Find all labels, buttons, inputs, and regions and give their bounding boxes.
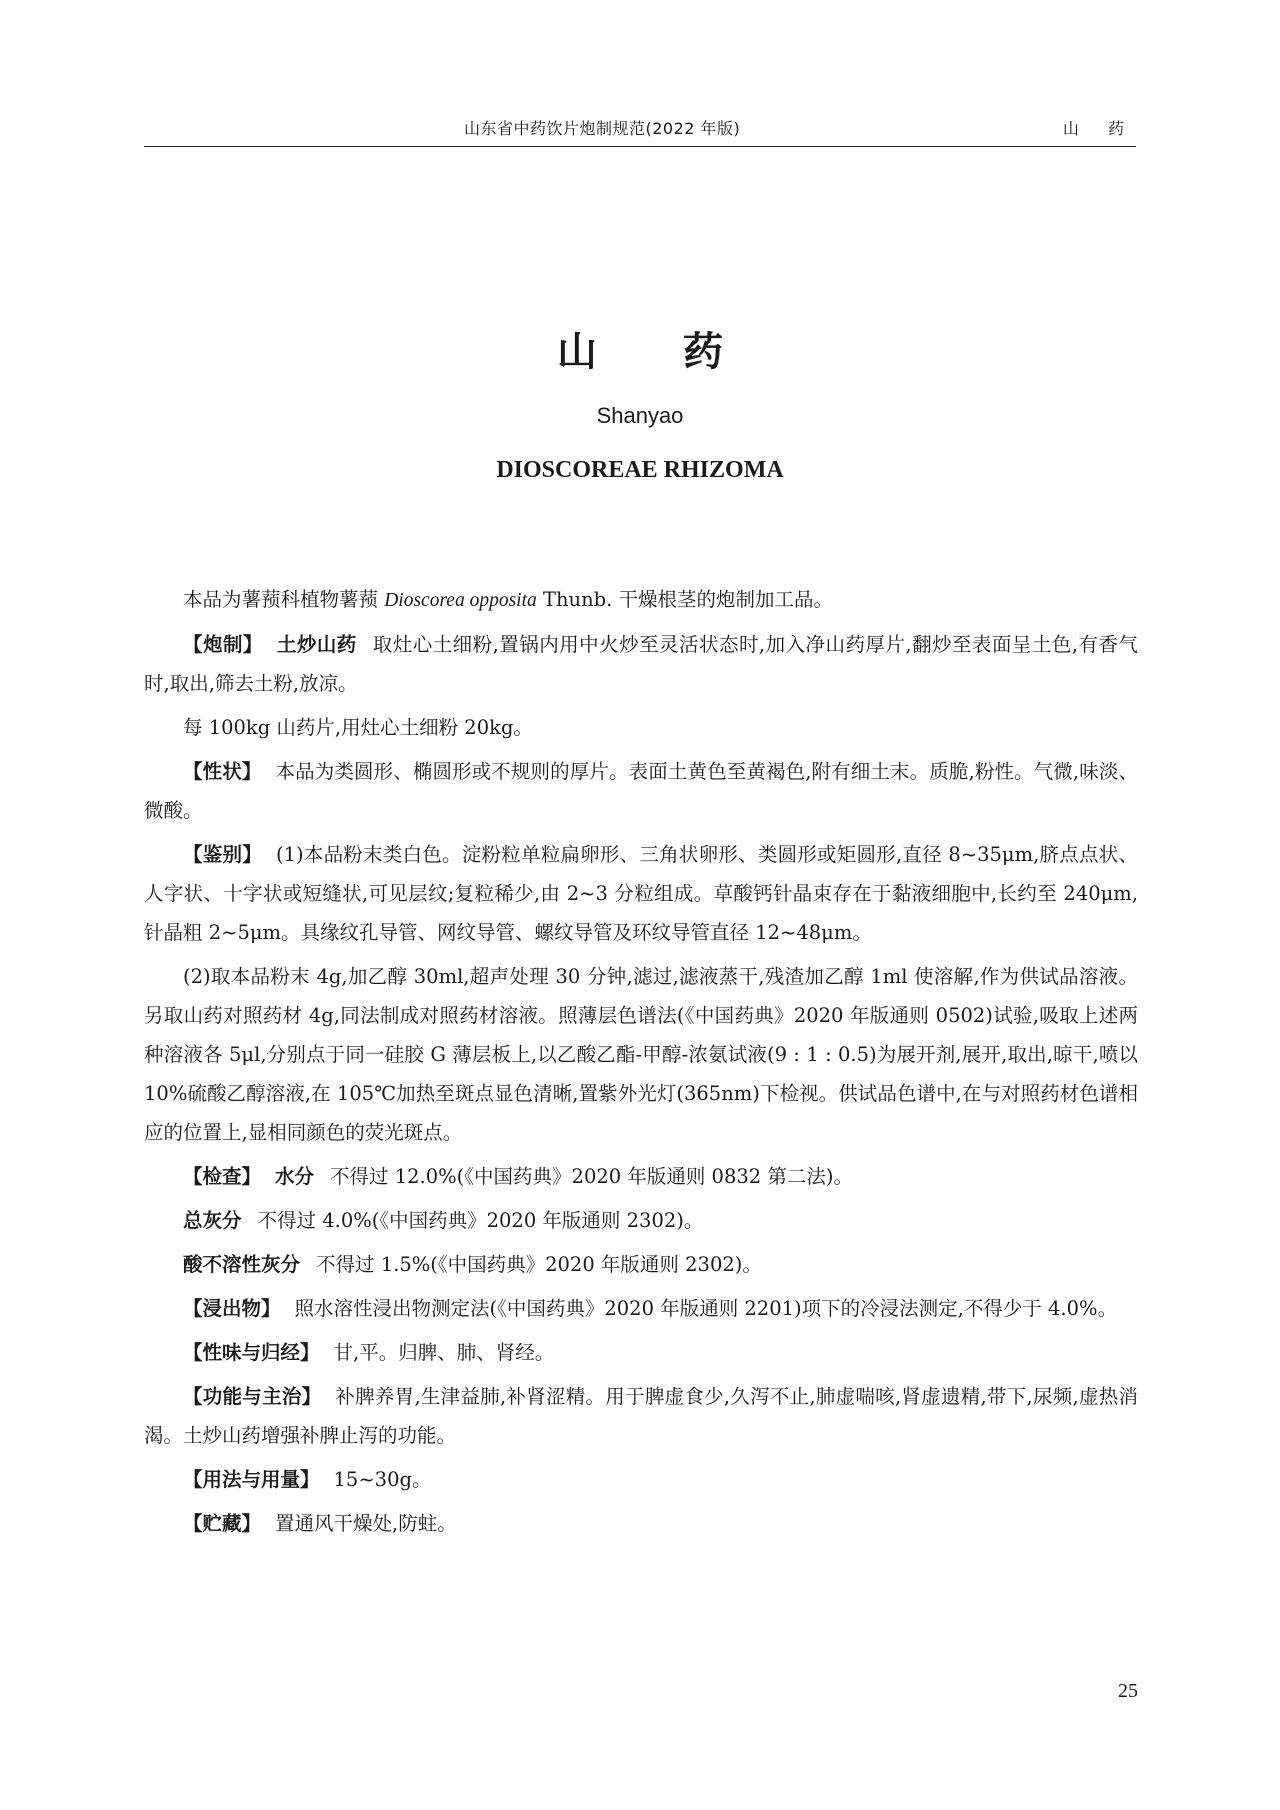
identification-paragraph-1 bbox=[144, 835, 1138, 952]
storage-paragraph bbox=[144, 1504, 1138, 1543]
extract-tag: 【浸出物】 bbox=[183, 1297, 281, 1320]
title-block bbox=[0, 320, 1280, 484]
properties-text: 本品为类圆形、椭圆形或不规则的厚片。表面土黄色至黄褐色,附有细土末。质脆,粉性。气微,味淡、微酸。 bbox=[144, 760, 1138, 822]
function-text: 补脾养胃,生津益肺,补肾涩精。用于脾虚食少,久泻不止,肺虚喘咳,肾虚遗精,带下,尿频,虚热消渴。土炒山药增强补脾止泻的功能。 bbox=[144, 1385, 1138, 1447]
processing-tag: 【炮制】 bbox=[183, 633, 263, 656]
inspection-paragraph bbox=[144, 1157, 1138, 1196]
water-text: 不得过 12.0%(《中国药典》2020 年版通则 0832 第二法)。 bbox=[330, 1165, 853, 1188]
intro-paragraph bbox=[144, 580, 1138, 620]
nature-text: 甘,平。归脾、肺、肾经。 bbox=[333, 1341, 555, 1364]
dosage-paragraph bbox=[144, 1460, 1138, 1499]
water-label: 水分 bbox=[275, 1165, 315, 1188]
title-chinese: 山 药 bbox=[557, 329, 759, 375]
intro-text-before: 本品为薯蓣科植物薯蓣 bbox=[183, 588, 385, 611]
nature-tag: 【性味与归经】 bbox=[183, 1341, 320, 1364]
total-ash-text: 不得过 4.0%(《中国药典》2020 年版通则 2302)。 bbox=[257, 1209, 704, 1232]
identification-item-1: (1)本品粉末类白色。淀粉粒单粒扁卵形、三角状卵形、类圆形或矩圆形,直径 8~35μm,脐点点状、人字状、十字状或短缝状,可见层纹;复粒稀少,由 2~3 分粒组成。草酸钙针晶束存在于黏液细胞中,长约至 240μm,针晶粗 2~5μm。具缘纹孔导管、网纹导管、螺纹导管及环纹导管直径 12~48μm。 bbox=[144, 843, 1138, 944]
latin-species-name: Dioscorea opposita bbox=[384, 590, 537, 611]
acid-ash-label: 酸不溶性灰分 bbox=[183, 1253, 301, 1276]
entry-name-header: 山 药 bbox=[1062, 119, 1136, 138]
function-paragraph bbox=[144, 1377, 1138, 1455]
acid-ash-paragraph bbox=[144, 1245, 1138, 1284]
properties-paragraph bbox=[144, 752, 1138, 830]
identification-tag: 【鉴别】 bbox=[183, 843, 262, 866]
total-ash-label: 总灰分 bbox=[183, 1209, 242, 1232]
inspection-tag: 【检查】 bbox=[183, 1165, 262, 1188]
storage-text: 置通风干燥处,防蛀。 bbox=[275, 1512, 457, 1535]
function-tag: 【功能与主治】 bbox=[183, 1385, 322, 1408]
extract-text: 照水溶性浸出物测定法(《中国药典》2020 年版通则 2201)项下的冷浸法测定,不得少于 4.0%。 bbox=[294, 1297, 1118, 1320]
extract-paragraph bbox=[144, 1289, 1138, 1328]
processing-method: 土炒山药 bbox=[276, 633, 357, 656]
processing-paragraph bbox=[144, 625, 1138, 703]
nature-paragraph bbox=[144, 1333, 1138, 1372]
monograph-body bbox=[144, 580, 1138, 1548]
properties-tag: 【性状】 bbox=[183, 760, 262, 783]
page-number: 25 bbox=[1118, 1680, 1138, 1702]
identification-item-2: (2)取本品粉末 4g,加乙醇 30ml,超声处理 30 分钟,滤过,滤液蒸干,残渣加乙醇 1ml 使溶解,作为供试品溶液。另取山药对照药材 4g,同法制成对照药材溶液。照薄层色谱法(《中国药典》2020 年版通则 0502)试验,吸取上述两种溶液各 5μl,分别点于同一硅胶 G 薄层板上,以乙酸乙酯-甲醇-浓氨试液(9 : 1 : 0.5)为展开剂,展开,取出,晾干,喷以 10%硫酸乙醇溶液,在 105℃加热至斑点显色清晰,置紫外光灯(365nm)下检视。供试品色谱中,在与对照药材色谱相应的位置上,显相同颜色的荧光斑点。 bbox=[144, 965, 1138, 1144]
total-ash-paragraph bbox=[144, 1201, 1138, 1240]
title-latin: DIOSCOREAE RHIZOMA bbox=[496, 457, 784, 483]
book-title: 山东省中药饮片炮制规范(2022 年版) bbox=[464, 119, 741, 138]
acid-ash-text: 不得过 1.5%(《中国药典》2020 年版通则 2302)。 bbox=[316, 1253, 762, 1276]
intro-text-after: Thunb. 干燥根茎的炮制加工品。 bbox=[536, 588, 834, 611]
dosage-tag: 【用法与用量】 bbox=[183, 1468, 320, 1491]
dosage-text: 15~30g。 bbox=[333, 1468, 432, 1491]
running-header bbox=[144, 112, 1136, 147]
processing-text: 取灶心土细粉,置锅内用中火炒至灵活状态时,加入净山药厚片,翻炒至表面呈土色,有香气时,取出,筛去土粉,放凉。 bbox=[144, 633, 1138, 695]
processing-ratio: 每 100kg 山药片,用灶心土细粉 20kg。 bbox=[183, 716, 533, 739]
title-pinyin: Shanyao bbox=[596, 403, 684, 428]
storage-tag: 【贮藏】 bbox=[183, 1512, 262, 1535]
